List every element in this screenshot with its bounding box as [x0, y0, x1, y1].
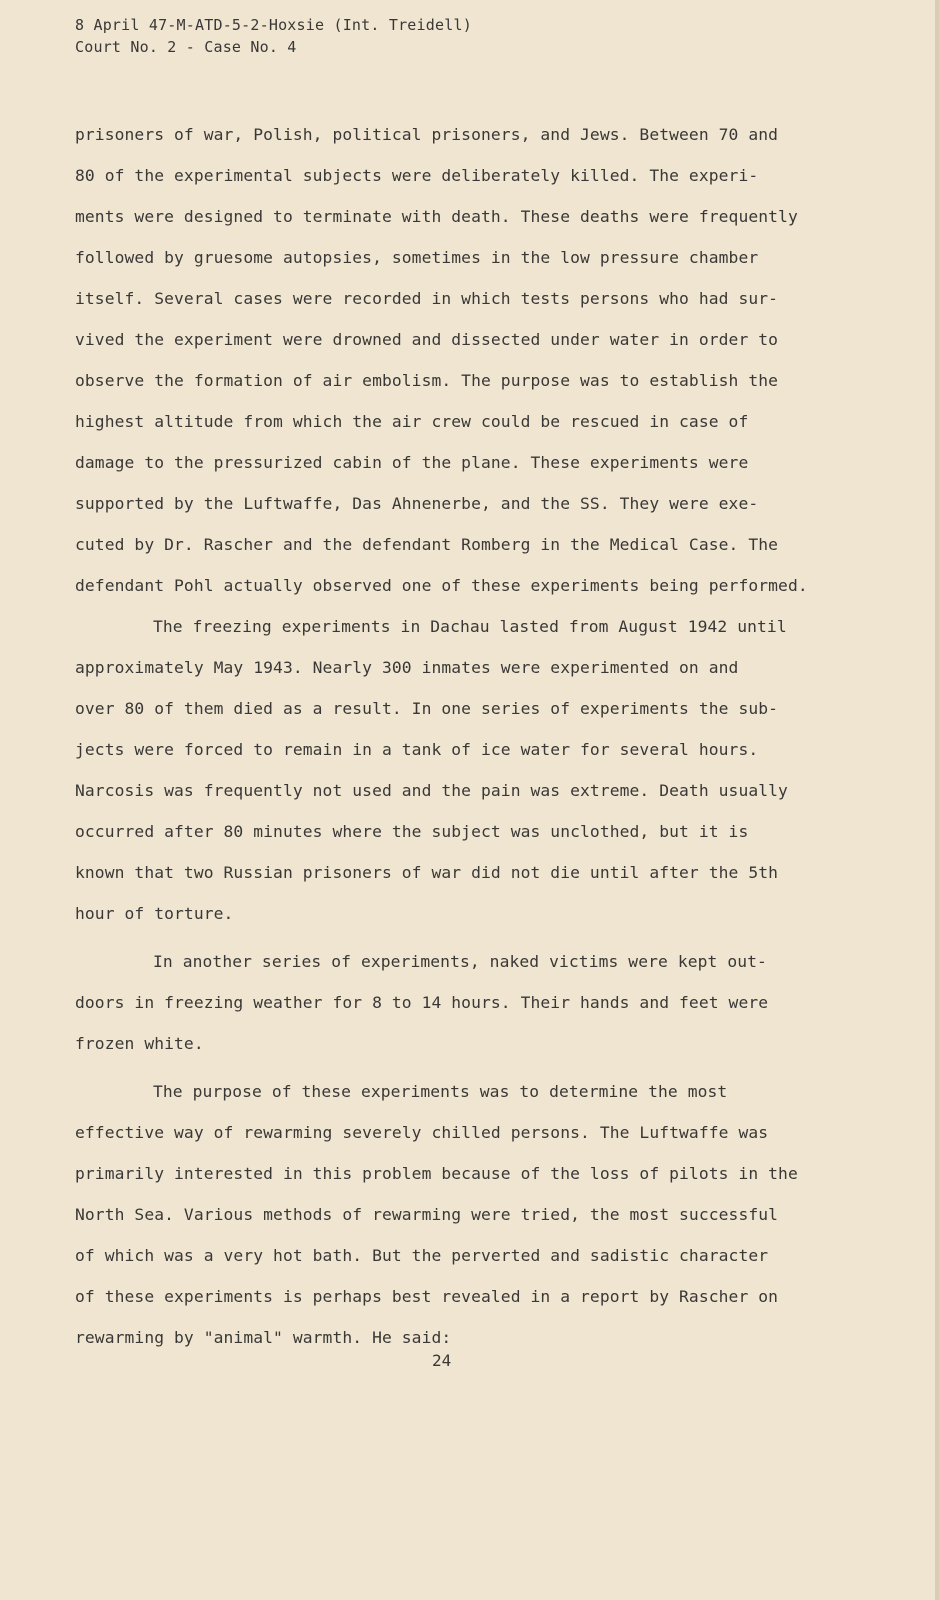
- text-line: followed by gruesome autopsies, sometimes in the low pressure chamber: [75, 248, 759, 267]
- text-line: over 80 of them died as a result. In one series of experiments the sub-: [75, 699, 779, 718]
- text-line: 80 of the experimental subjects were deliberately killed. The experi-: [75, 166, 759, 185]
- text-line: defendant Pohl actually observed one of these experiments being performed.: [75, 576, 808, 595]
- text-line: ments were designed to terminate with death. These deaths were frequently: [75, 207, 798, 226]
- document-body: [75, 114, 910, 1358]
- text-line: doors in freezing weather for 8 to 14 hours. Their hands and feet were: [75, 993, 769, 1012]
- text-line: damage to the pressurized cabin of the plane. These experiments were: [75, 453, 749, 472]
- text-line: frozen white.: [75, 1034, 204, 1053]
- header-line-2: Court No. 2 - Case No. 4: [75, 38, 297, 56]
- text-line: cuted by Dr. Rascher and the defendant Romberg in the Medical Case. The: [75, 535, 779, 554]
- header-line-1: 8 April 47-M-ATD-5-2-Hoxsie (Int. Treidell): [75, 16, 472, 34]
- text-line: known that two Russian prisoners of war did not die until after the 5th: [75, 863, 779, 882]
- text-line: North Sea. Various methods of rewarming were tried, the most successful: [75, 1205, 779, 1224]
- text-line: The purpose of these experiments was to determine the most: [153, 1082, 728, 1101]
- text-line: In another series of experiments, naked victims were kept out-: [153, 952, 767, 971]
- text-line: effective way of rewarming severely chilled persons. The Luftwaffe was: [75, 1123, 769, 1142]
- paragraph-2: [75, 606, 910, 934]
- text-line: The freezing experiments in Dachau lasted from August 1942 until: [153, 617, 787, 636]
- text-line: approximately May 1943. Nearly 300 inmates were experimented on and: [75, 658, 739, 677]
- text-line: prisoners of war, Polish, political prisoners, and Jews. Between 70 and: [75, 125, 779, 144]
- text-line: observe the formation of air embolism. The purpose was to establish the: [75, 371, 779, 390]
- text-line: supported by the Luftwaffe, Das Ahnenerbe, and the SS. They were exe-: [75, 494, 759, 513]
- paragraph-4: [75, 1071, 910, 1358]
- text-line: occurred after 80 minutes where the subject was unclothed, but it is: [75, 822, 749, 841]
- paragraph-gap: [75, 1064, 910, 1071]
- text-line: vived the experiment were drowned and dissected under water in order to: [75, 330, 779, 349]
- text-line: itself. Several cases were recorded in which tests persons who had sur-: [75, 289, 779, 308]
- paragraph-gap: [75, 934, 910, 941]
- text-line: of which was a very hot bath. But the perverted and sadistic character: [75, 1246, 769, 1265]
- text-line: highest altitude from which the air crew could be rescued in case of: [75, 412, 749, 431]
- paragraph-3: [75, 941, 910, 1064]
- document-header: [75, 14, 472, 58]
- text-line: Narcosis was frequently not used and the pain was extreme. Death usually: [75, 781, 788, 800]
- text-line: hour of torture.: [75, 904, 234, 923]
- text-line: rewarming by "animal" warmth. He said:: [75, 1328, 452, 1347]
- page-number: 24: [432, 1351, 452, 1370]
- text-line: jects were forced to remain in a tank of ice water for several hours.: [75, 740, 759, 759]
- paragraph-1: [75, 114, 910, 606]
- text-line: of these experiments is perhaps best revealed in a report by Rascher on: [75, 1287, 779, 1306]
- text-line: primarily interested in this problem because of the loss of pilots in the: [75, 1164, 798, 1183]
